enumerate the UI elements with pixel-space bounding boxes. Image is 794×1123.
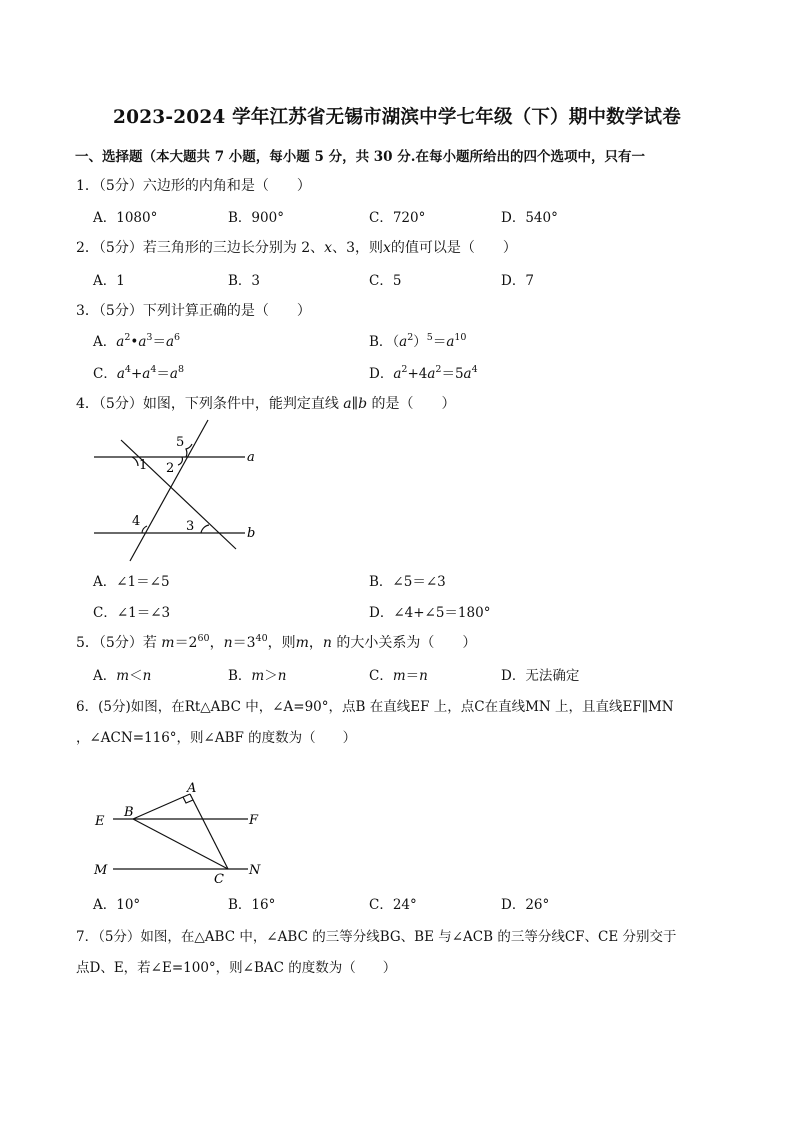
q4-label-1: 1 <box>139 458 148 473</box>
q4-option-a: A．∠1＝∠5 <box>93 574 170 590</box>
q2-option-b: B．3 <box>228 273 261 289</box>
q6-label-m: M <box>94 863 108 878</box>
q3-option-a: A．$a^2•a^3=a^6$ <box>93 332 181 350</box>
q4-option-b: B．∠5＝∠3 <box>369 574 446 590</box>
q1-option-a: A．1080° <box>93 210 158 226</box>
q4-label-b: b <box>247 526 256 541</box>
q6-option-c: C．24° <box>369 897 417 913</box>
q2-option-a: A．1 <box>93 273 125 289</box>
question-7-line-1: 7．（5分）如图，在△ABC 中，∠ABC 的三等分线BG、BE 与∠ACB 的三等分线CF、CE 分别交于 <box>76 929 677 945</box>
q3-option-d: D．$a^2+4a^2=5a^4$ <box>369 364 478 382</box>
q5-option-c: C．m＝n <box>369 668 428 684</box>
q4-option-d: D．∠4+∠5＝180° <box>369 605 491 621</box>
q2-stem-c: 的值可以是（ ） <box>390 240 517 256</box>
q2-var-x: x <box>324 240 333 256</box>
q6-label-a: A <box>187 781 197 796</box>
q4-figure <box>88 416 278 566</box>
q2-stem-b: 、3，则 <box>332 240 383 256</box>
q4-option-c: C．∠1＝∠3 <box>93 605 171 621</box>
q2-option-d: D．7 <box>501 273 534 289</box>
q1-option-c: C．720° <box>369 210 426 226</box>
q6-option-d: D．26° <box>501 897 550 913</box>
exam-title: 2023-2024 学年江苏省无锡市湖滨中学七年级（下）期中数学试卷 <box>113 107 681 128</box>
q4-label-3: 3 <box>186 519 195 534</box>
question-1: 1．（5分）六边形的内角和是（ ） <box>76 178 311 194</box>
q6-label-b: B <box>124 805 134 820</box>
q4-lines: a∥b <box>343 396 368 412</box>
q1-option-d: D．540° <box>501 210 558 226</box>
q2-option-c: C．5 <box>369 273 402 289</box>
q6-label-c: C <box>214 872 224 887</box>
q6-label-n: N <box>249 863 261 878</box>
q5-option-b: B．m＞n <box>228 668 287 684</box>
q3-option-c: C．$a^4+a^4=a^8$ <box>93 364 184 382</box>
q5-option-d: D．无法确定 <box>501 668 580 684</box>
q4-label-a: a <box>247 450 255 465</box>
question-6-line-1: 6．(5分)如图，在Rt△ABC 中，∠A=90°，点B 在直线EF 上，点C在直线MN 上，且直线EF∥MN <box>76 699 674 715</box>
question-5: 5．（5分）若 $m=2^{60}$，$n=3^{40}$，则m，n 的大小关系为（ ） <box>76 633 477 651</box>
q3-option-b: B．$(a^2)^5=a^{10}$ <box>369 332 467 350</box>
q2-var-x-2: x <box>383 240 391 256</box>
q6-label-f: F <box>249 813 259 828</box>
question-4: 4．（5分）如图，下列条件中，能判定直线 a∥b 的是（ ） <box>76 396 456 412</box>
q1-option-b: B．900° <box>228 210 284 226</box>
q4-label-4: 4 <box>132 514 141 529</box>
question-7-line-2: 点D、E，若∠E=100°，则∠BAC 的度数为（ ） <box>76 960 397 976</box>
question-6-line-2: ，∠ACN=116°，则∠ABF 的度数为（ ） <box>76 730 357 746</box>
q2-stem-a: 2．（5分）若三角形的三边长分别为 2、 <box>76 240 325 256</box>
question-3: 3．（5分）下列计算正确的是（ ） <box>76 303 311 319</box>
q6-option-b: B．16° <box>228 897 276 913</box>
q6-figure <box>90 776 270 888</box>
question-2 <box>76 237 517 257</box>
q6-option-a: A．10° <box>93 897 141 913</box>
q6-label-e: E <box>95 814 105 829</box>
section-heading: 一、选择题（本大题共 7 小题，每小题 5 分，共 30 分.在每小题所给出的四个选项中，只有一 <box>75 149 645 165</box>
q4-label-5: 5 <box>176 435 185 450</box>
q5-option-a: A．m＜n <box>93 668 152 684</box>
q4-label-2: 2 <box>166 461 175 476</box>
